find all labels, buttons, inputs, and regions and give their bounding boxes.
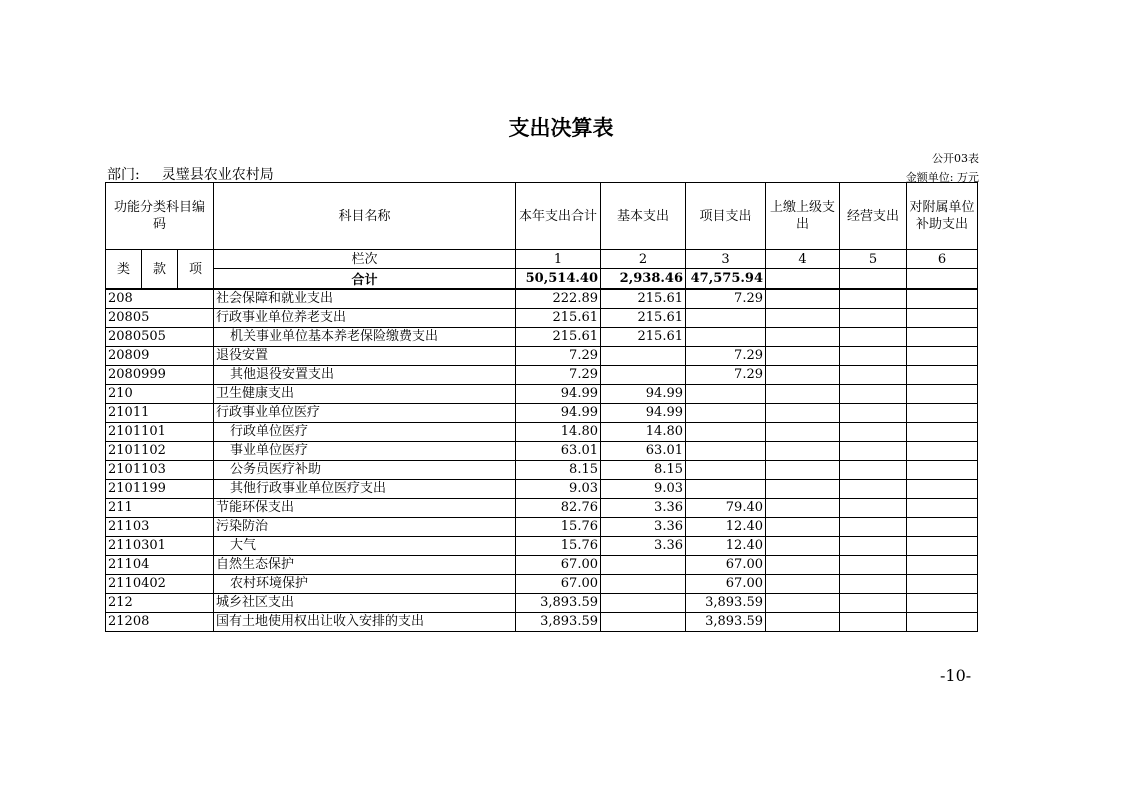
row-code: 2101103 xyxy=(106,461,214,480)
table-row xyxy=(106,309,978,328)
row-total: 3,893.59 xyxy=(516,594,601,613)
header-kuan: 款 xyxy=(142,250,178,290)
row-name: 城乡社区支出 xyxy=(214,594,516,613)
row-business xyxy=(840,575,907,594)
row-total: 215.61 xyxy=(516,328,601,347)
row-subsidy xyxy=(907,613,978,632)
row-business xyxy=(840,442,907,461)
row-basic: 94.99 xyxy=(601,404,686,423)
row-total: 67.00 xyxy=(516,556,601,575)
row-remit xyxy=(766,328,840,347)
row-basic xyxy=(601,575,686,594)
row-total: 63.01 xyxy=(516,442,601,461)
row-code: 208 xyxy=(106,289,214,309)
row-remit xyxy=(766,289,840,309)
expenditure-table xyxy=(105,182,978,632)
row-remit xyxy=(766,556,840,575)
row-total: 94.99 xyxy=(516,385,601,404)
row-basic: 14.80 xyxy=(601,423,686,442)
row-name: 机关事业单位基本养老保险缴费支出 xyxy=(214,328,516,347)
row-remit xyxy=(766,404,840,423)
header-business: 经营支出 xyxy=(840,183,907,250)
total-business xyxy=(840,269,907,290)
row-name: 国有土地使用权出让收入安排的支出 xyxy=(214,613,516,632)
row-project xyxy=(686,309,766,328)
row-project: 3,893.59 xyxy=(686,613,766,632)
col-number: 4 xyxy=(766,250,840,269)
table-row xyxy=(106,594,978,613)
row-basic: 94.99 xyxy=(601,385,686,404)
row-total: 8.15 xyxy=(516,461,601,480)
row-name: 其他退役安置支出 xyxy=(214,366,516,385)
row-total: 222.89 xyxy=(516,289,601,309)
col-number: 3 xyxy=(686,250,766,269)
header-total: 本年支出合计 xyxy=(516,183,601,250)
row-subsidy xyxy=(907,518,978,537)
row-total: 94.99 xyxy=(516,404,601,423)
row-name: 事业单位医疗 xyxy=(214,442,516,461)
row-code: 21103 xyxy=(106,518,214,537)
total-remit xyxy=(766,269,840,290)
row-name: 卫生健康支出 xyxy=(214,385,516,404)
row-business xyxy=(840,404,907,423)
row-business xyxy=(840,461,907,480)
total-basic: 2,938.46 xyxy=(601,269,686,290)
row-subsidy xyxy=(907,289,978,309)
row-project: 79.40 xyxy=(686,499,766,518)
row-business xyxy=(840,537,907,556)
table-row xyxy=(106,537,978,556)
col-number: 1 xyxy=(516,250,601,269)
row-project xyxy=(686,442,766,461)
row-business xyxy=(840,328,907,347)
header-subsidy: 对附属单位补助支出 xyxy=(907,183,978,250)
page-title: 支出决算表 xyxy=(508,116,614,140)
table-row xyxy=(106,499,978,518)
table-row xyxy=(106,423,978,442)
row-remit xyxy=(766,537,840,556)
row-name: 农村环境保护 xyxy=(214,575,516,594)
table-row xyxy=(106,480,978,499)
row-business xyxy=(840,289,907,309)
row-basic: 3.36 xyxy=(601,537,686,556)
row-code: 21011 xyxy=(106,404,214,423)
col-number: 6 xyxy=(907,250,978,269)
header-lanci: 栏次 xyxy=(214,250,516,269)
row-subsidy xyxy=(907,366,978,385)
row-total: 9.03 xyxy=(516,480,601,499)
row-name: 自然生态保护 xyxy=(214,556,516,575)
row-total: 7.29 xyxy=(516,347,601,366)
row-remit xyxy=(766,385,840,404)
row-project: 3,893.59 xyxy=(686,594,766,613)
department-label: 部门: xyxy=(107,167,140,183)
row-subsidy xyxy=(907,423,978,442)
total-amount: 50,514.40 xyxy=(516,269,601,290)
row-basic: 9.03 xyxy=(601,480,686,499)
header-remit: 上缴上级支出 xyxy=(766,183,840,250)
row-business xyxy=(840,347,907,366)
row-code: 21208 xyxy=(106,613,214,632)
table-row xyxy=(106,518,978,537)
row-code: 2110402 xyxy=(106,575,214,594)
table-row xyxy=(106,461,978,480)
row-business xyxy=(840,499,907,518)
row-name: 大气 xyxy=(214,537,516,556)
row-subsidy xyxy=(907,556,978,575)
total-label: 合计 xyxy=(214,269,516,290)
header-project: 项目支出 xyxy=(686,183,766,250)
row-basic: 8.15 xyxy=(601,461,686,480)
row-project: 7.29 xyxy=(686,347,766,366)
row-business xyxy=(840,423,907,442)
row-subsidy xyxy=(907,537,978,556)
row-basic xyxy=(601,556,686,575)
total-project: 47,575.94 xyxy=(686,269,766,290)
row-total: 7.29 xyxy=(516,366,601,385)
row-subsidy xyxy=(907,404,978,423)
table-body xyxy=(106,289,978,632)
row-project: 7.29 xyxy=(686,366,766,385)
table-row xyxy=(106,613,978,632)
department-name: 灵璧县农业农村局 xyxy=(161,167,274,183)
row-project xyxy=(686,480,766,499)
table-row xyxy=(106,347,978,366)
row-name: 行政事业单位养老支出 xyxy=(214,309,516,328)
row-name: 污染防治 xyxy=(214,518,516,537)
header-basic: 基本支出 xyxy=(601,183,686,250)
row-business xyxy=(840,385,907,404)
row-remit xyxy=(766,442,840,461)
row-basic: 3.36 xyxy=(601,499,686,518)
row-remit xyxy=(766,499,840,518)
row-remit xyxy=(766,309,840,328)
row-code: 211 xyxy=(106,499,214,518)
row-code: 2080999 xyxy=(106,366,214,385)
row-code: 20809 xyxy=(106,347,214,366)
row-remit xyxy=(766,575,840,594)
header-name: 科目名称 xyxy=(214,183,516,250)
row-total: 15.76 xyxy=(516,518,601,537)
row-code: 2101199 xyxy=(106,480,214,499)
row-name: 行政事业单位医疗 xyxy=(214,404,516,423)
row-remit xyxy=(766,518,840,537)
row-project: 12.40 xyxy=(686,537,766,556)
table-row xyxy=(106,575,978,594)
row-name: 公务员医疗补助 xyxy=(214,461,516,480)
total-subsidy xyxy=(907,269,978,290)
table-row xyxy=(106,442,978,461)
row-project xyxy=(686,404,766,423)
row-subsidy xyxy=(907,575,978,594)
row-name: 节能环保支出 xyxy=(214,499,516,518)
row-basic xyxy=(601,347,686,366)
row-subsidy xyxy=(907,594,978,613)
row-basic xyxy=(601,594,686,613)
row-total: 14.80 xyxy=(516,423,601,442)
row-subsidy xyxy=(907,499,978,518)
row-subsidy xyxy=(907,328,978,347)
row-total: 215.61 xyxy=(516,309,601,328)
row-total: 82.76 xyxy=(516,499,601,518)
row-code: 212 xyxy=(106,594,214,613)
row-project: 7.29 xyxy=(686,289,766,309)
row-code: 2110301 xyxy=(106,537,214,556)
row-name: 社会保障和就业支出 xyxy=(214,289,516,309)
row-project xyxy=(686,461,766,480)
table-row xyxy=(106,289,978,309)
row-basic xyxy=(601,366,686,385)
row-code: 20805 xyxy=(106,309,214,328)
page-number: -10- xyxy=(940,666,972,685)
row-name: 行政单位医疗 xyxy=(214,423,516,442)
row-code: 2080505 xyxy=(106,328,214,347)
row-remit xyxy=(766,480,840,499)
table-row xyxy=(106,385,978,404)
row-project xyxy=(686,423,766,442)
row-project: 67.00 xyxy=(686,575,766,594)
row-project xyxy=(686,385,766,404)
row-code: 2101101 xyxy=(106,423,214,442)
form-number: 公开03表 xyxy=(932,152,979,165)
col-number: 2 xyxy=(601,250,686,269)
header-code: 功能分类科目编码 xyxy=(106,183,214,250)
row-basic: 63.01 xyxy=(601,442,686,461)
amount-unit: 金额单位: 万元 xyxy=(905,171,979,184)
row-project: 67.00 xyxy=(686,556,766,575)
row-basic: 3.36 xyxy=(601,518,686,537)
row-business xyxy=(840,613,907,632)
row-subsidy xyxy=(907,347,978,366)
header-xiang: 项 xyxy=(178,250,214,290)
row-subsidy xyxy=(907,385,978,404)
col-number: 5 xyxy=(840,250,907,269)
row-project xyxy=(686,328,766,347)
row-remit xyxy=(766,613,840,632)
row-total: 15.76 xyxy=(516,537,601,556)
row-basic: 215.61 xyxy=(601,289,686,309)
row-total: 67.00 xyxy=(516,575,601,594)
row-basic: 215.61 xyxy=(601,328,686,347)
row-subsidy xyxy=(907,309,978,328)
row-code: 21104 xyxy=(106,556,214,575)
row-basic xyxy=(601,613,686,632)
row-remit xyxy=(766,423,840,442)
row-business xyxy=(840,366,907,385)
row-remit xyxy=(766,366,840,385)
row-total: 3,893.59 xyxy=(516,613,601,632)
row-business xyxy=(840,518,907,537)
table-row xyxy=(106,366,978,385)
row-remit xyxy=(766,347,840,366)
row-subsidy xyxy=(907,480,978,499)
row-code: 210 xyxy=(106,385,214,404)
header-lei: 类 xyxy=(106,250,142,290)
row-basic: 215.61 xyxy=(601,309,686,328)
row-subsidy xyxy=(907,442,978,461)
row-code: 2101102 xyxy=(106,442,214,461)
row-business xyxy=(840,309,907,328)
row-remit xyxy=(766,594,840,613)
table-row xyxy=(106,404,978,423)
row-business xyxy=(840,594,907,613)
row-name: 其他行政事业单位医疗支出 xyxy=(214,480,516,499)
row-subsidy xyxy=(907,461,978,480)
row-remit xyxy=(766,461,840,480)
row-project: 12.40 xyxy=(686,518,766,537)
row-name: 退役安置 xyxy=(214,347,516,366)
department-line xyxy=(107,164,274,184)
table-row xyxy=(106,328,978,347)
table-row xyxy=(106,556,978,575)
row-business xyxy=(840,556,907,575)
row-business xyxy=(840,480,907,499)
